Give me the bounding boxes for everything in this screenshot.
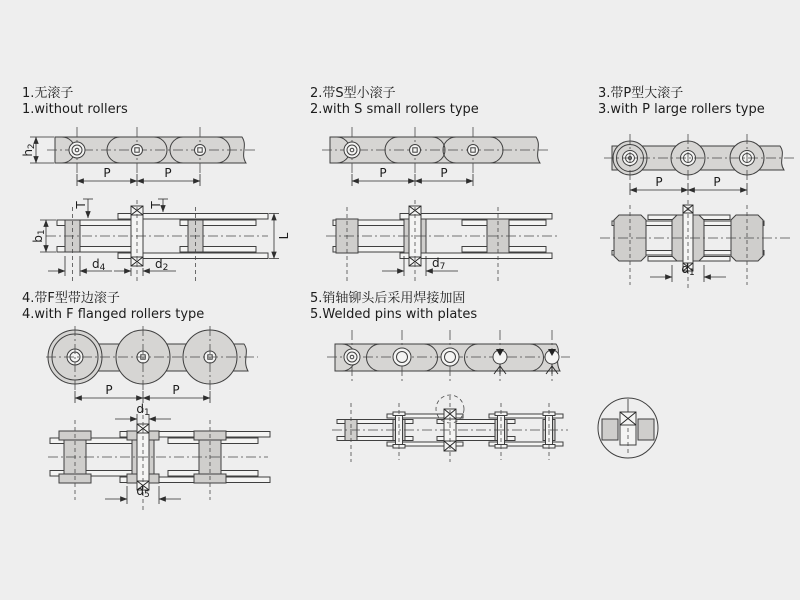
weld-detail-view — [598, 398, 658, 458]
panel1-plan-view — [31, 199, 291, 283]
dim-pitch — [75, 383, 210, 403]
dim-label-d2: d2 — [155, 257, 169, 273]
dim-label-p: P — [172, 383, 180, 397]
pin-hole — [132, 145, 143, 156]
dim-label-b1: b1 — [31, 229, 47, 243]
dim-L — [269, 214, 291, 259]
dim-label-p: P — [164, 166, 172, 180]
dim-pitch — [77, 166, 200, 186]
pin-hole — [410, 145, 421, 156]
panel3-title-zh: 3.带P型大滚子 — [598, 86, 684, 101]
panel2-title-zh: 2.带S型小滚子 — [310, 86, 396, 101]
pin-hole — [195, 145, 206, 156]
panel3-elevation-view — [604, 134, 794, 195]
plate-section — [602, 419, 618, 440]
panel2-elevation-view — [322, 127, 550, 186]
outer-plate — [400, 253, 552, 259]
pin-hole — [344, 142, 360, 158]
panel5-plan-view — [332, 395, 568, 462]
dim-label-p: P — [379, 166, 387, 180]
panel1-title-zh: 1.无滚子 — [22, 86, 74, 101]
panel1-title-en: 1.without rollers — [22, 102, 128, 117]
panel2-plan-view — [326, 200, 558, 283]
dim-label-d1: d1 — [136, 402, 150, 418]
dim-label-d4: d4 — [92, 257, 106, 273]
panel5-title-zh: 5.销轴铆头后采用焊接加固 — [310, 291, 466, 306]
panel4-plan-view — [48, 402, 270, 512]
dim-label-h2: h2 — [21, 143, 37, 157]
dim-label-p: P — [440, 166, 448, 180]
dim-label-p: P — [105, 383, 113, 397]
panel4-elevation-view — [46, 326, 258, 403]
dim-pitch — [352, 166, 473, 186]
panel4-title-en: 4.with F flanged rollers type — [22, 307, 205, 322]
dim-label-d7: d7 — [432, 256, 446, 272]
pin-hole — [441, 348, 459, 366]
dim-label-p: P — [655, 175, 663, 189]
panel3-plan-view — [600, 200, 792, 288]
dim-label-p: P — [713, 175, 721, 189]
panel5-title-en: 5.Welded pins with plates — [310, 307, 478, 322]
dim-label-t: T — [149, 201, 163, 209]
dim-d2 — [114, 257, 176, 276]
panel2-title-en: 2.with S small rollers type — [310, 102, 479, 117]
pin-hole — [69, 142, 85, 158]
panel5-elevation-view — [327, 330, 570, 384]
dim-d4 — [48, 256, 112, 276]
pin-hole — [393, 348, 411, 366]
panel3-title-en: 3.with P large rollers type — [598, 102, 765, 117]
outer-plate — [400, 214, 552, 220]
dim-label-p: P — [103, 166, 111, 180]
panel1-elevation-view — [21, 127, 256, 186]
dim-label-d5: d5 — [136, 484, 150, 500]
pin-hole — [344, 349, 360, 365]
dim-label-L: L — [277, 232, 291, 240]
dim-label-d1: d1 — [681, 262, 695, 278]
dim-pitch — [630, 175, 747, 195]
plate-section — [638, 419, 654, 440]
panel4-title-zh: 4.带F型带边滚子 — [22, 291, 120, 306]
pin-hole — [468, 145, 479, 156]
dim-label-t: T — [74, 201, 88, 209]
